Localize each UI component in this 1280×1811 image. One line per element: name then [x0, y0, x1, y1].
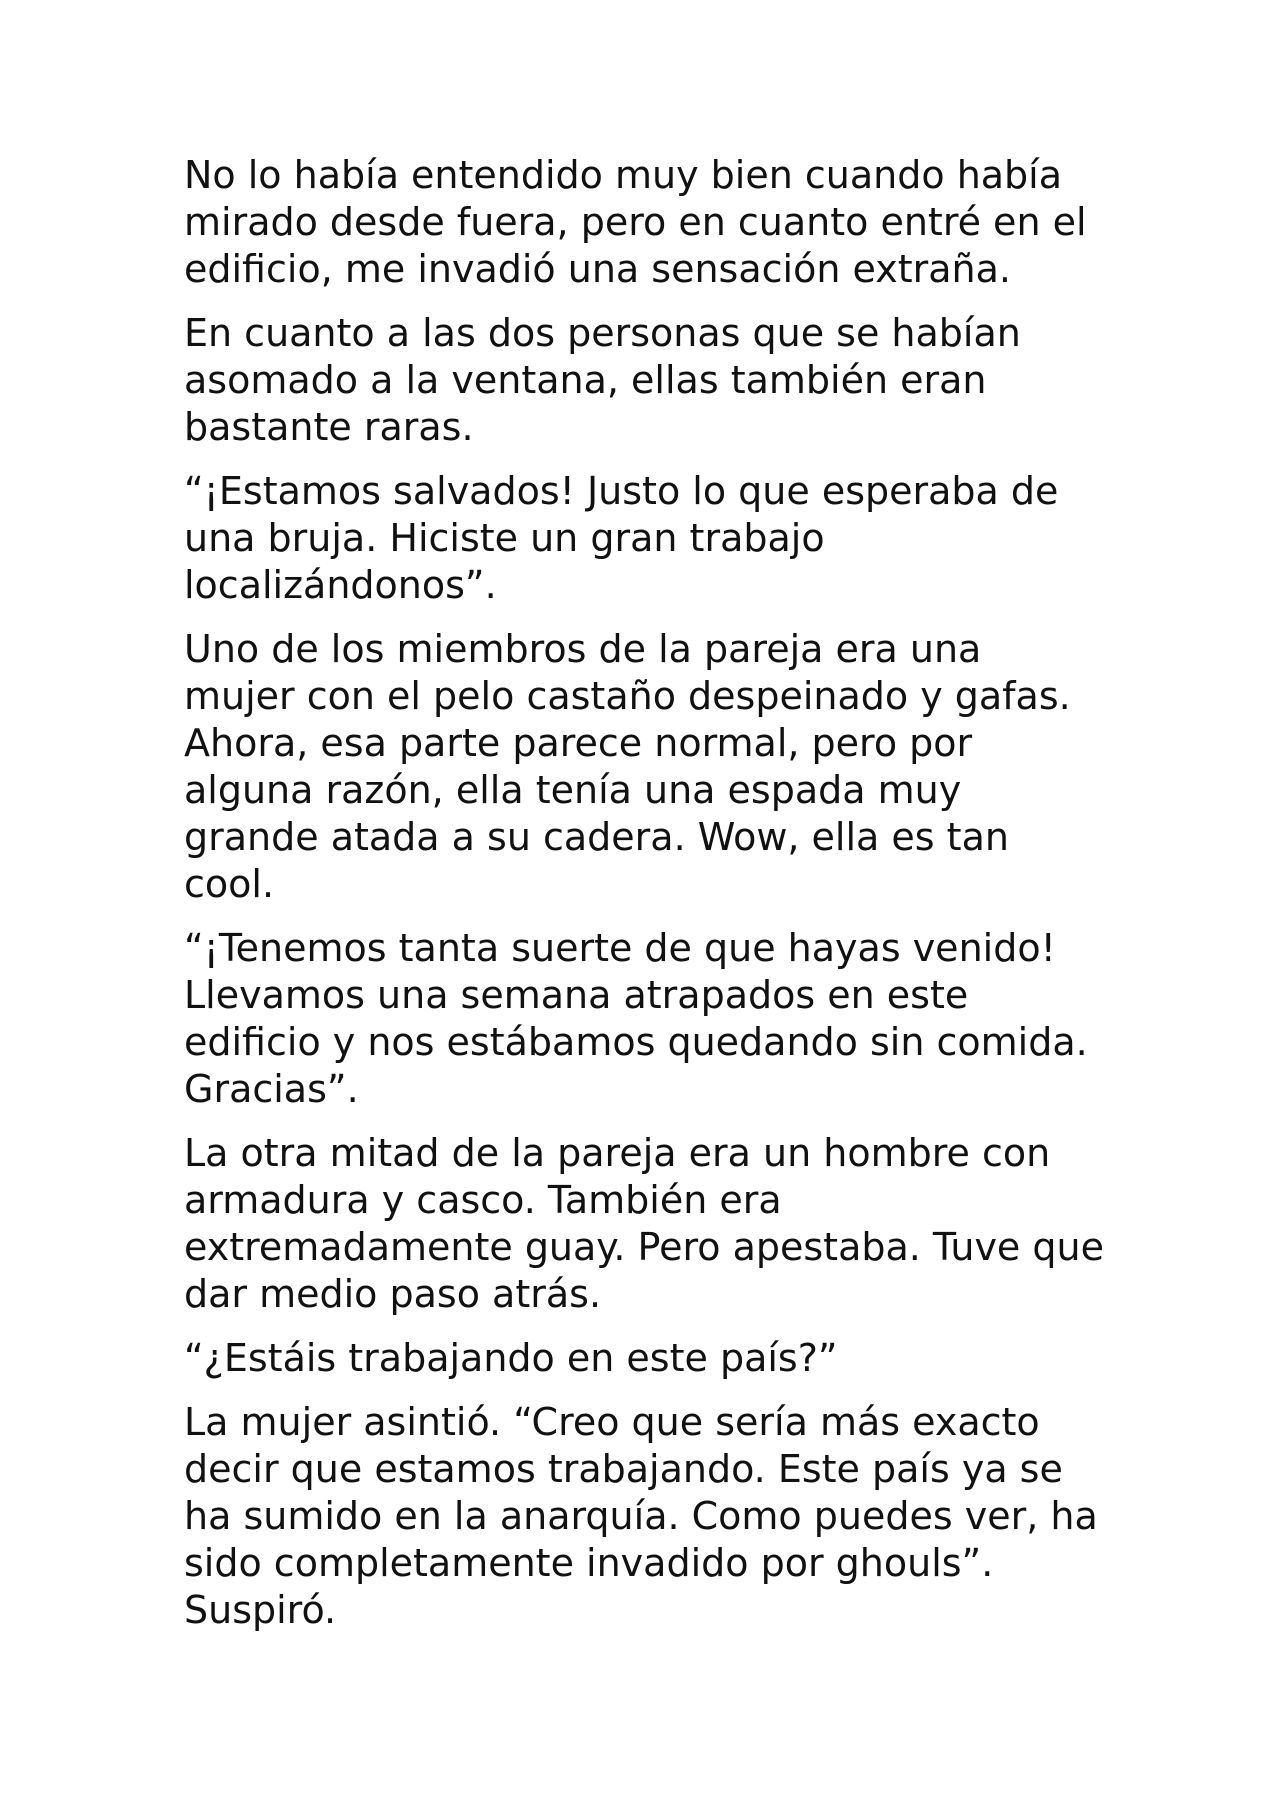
paragraph-7: “¿Estáis trabajando en este país?”	[184, 1336, 838, 1380]
paragraph-1: No lo había entendido muy bien cuando había mirado desde fuera, pero en cuanto entré en el edificio, me invadió una sensación extraña.	[184, 153, 1087, 291]
paragraph-8: La mujer asintió. “Creo que sería más exacto decir que estamos trabajando. Este país ya se ha sumido en la anarquía. Como puedes ver, ha sido completamente invadido por ghouls”. Suspiró.	[184, 1400, 1098, 1632]
paragraph-5: “¡Tenemos tanta suerte de que hayas venido! Llevamos una semana atrapados en este edificio y nos estábamos quedando sin comida. Gracias”.	[184, 926, 1088, 1111]
paragraph-3: “¡Estamos salvados! Justo lo que esperaba de una bruja. Hiciste un gran trabajo localizándonos”.	[184, 469, 1059, 607]
paragraph-6: La otra mitad de la pareja era un hombre con armadura y casco. También era extremadamente guay. Pero apestaba. Tuve que dar medio paso atrás.	[184, 1131, 1104, 1316]
body-text	[184, 152, 1104, 1651]
paragraph-4: Uno de los miembros de la pareja era una mujer con el pelo castaño despeinado y gafas. Ahora, esa parte parece normal, pero por alguna razón, ella tenía una espada muy grande atada a su cadera. Wow, ella es tan cool.	[184, 627, 1071, 906]
paragraph-2: En cuanto a las dos personas que se habían asomado a la ventana, ellas también eran bastante raras.	[184, 311, 1021, 449]
